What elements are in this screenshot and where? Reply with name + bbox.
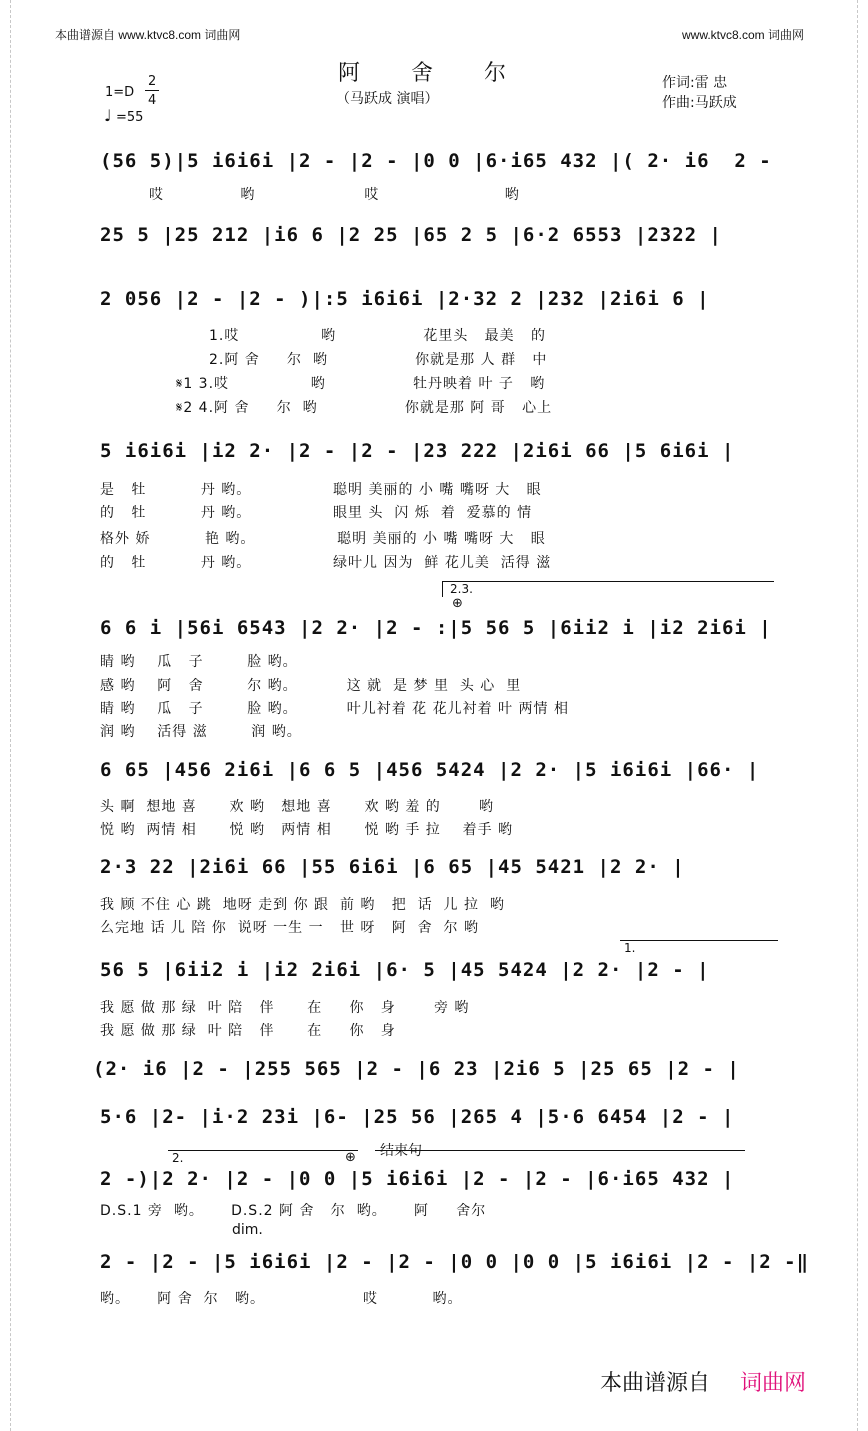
staff-line-9: (2· i6 |2 - |255 565 |2 - |6 23 |2i6 5 |25 65 |2 - | — [93, 1058, 740, 1080]
lyric-4-4: 的 牡 丹 哟。 绿叶儿 因为 鲜 花儿美 活得 滋 — [100, 555, 552, 571]
lyric-7-1: 我 顾 不住 心 跳 地呀 走到 你 跟 前 哟 把 话 儿 拉 哟 — [100, 897, 505, 913]
staff-line-7: 2·3 22 |2i6i 66 |55 6i6i |6 65 |45 5421 |2 2· | — [100, 856, 685, 878]
volta-23: 2.3. — [450, 582, 473, 596]
staff-line-12: 2 - |2 - |5 i6i6i |2 - |2 - |0 0 |0 0 |5 i6i6i |2 - |2 -‖ — [100, 1251, 810, 1273]
performer: （马跃成 演唱） — [336, 91, 439, 107]
staff-line-1: (56 5)|5 i6i6i |2 - |2 - |0 0 |6·i65 432 |( 2· i6 2 - — [100, 150, 772, 172]
lyric-5-4: 润 哟 活得 滋 润 哟。 — [100, 724, 302, 740]
lyric-6-1: 头 啊 想地 喜 欢 哟 想地 喜 欢 哟 羞 的 哟 — [100, 799, 494, 815]
composer: 作曲:马跃成 — [662, 95, 737, 111]
coda-icon-2: ⊕ — [345, 1150, 356, 1165]
lyric-3-4: 𝄋2 4.阿 舍 尔 哟 你就是那 阿 哥 心上 — [100, 400, 553, 416]
volta-bracket-23-edge — [442, 581, 443, 597]
dim-mark: dim. — [232, 1222, 263, 1238]
volta-2: 2. — [172, 1151, 184, 1165]
tempo: =55 — [116, 110, 144, 125]
source-right: www.ktvc8.com 词曲网 — [682, 28, 805, 42]
lyric-5-3: 睛 哟 瓜 子 脸 哟。 叶儿衬着 花 花儿衬着 叶 两情 相 — [100, 701, 569, 717]
time-denominator: 4 — [148, 93, 157, 108]
lyric-4-1: 是 牡 丹 哟。 聪明 美丽的 小 嘴 嘴呀 大 眼 — [100, 482, 542, 498]
quarter-note-icon: ♩ — [104, 106, 112, 125]
song-title: 阿 舍 尔 — [338, 61, 528, 86]
source-left: 本曲谱源自 www.ktvc8.com 词曲网 — [55, 28, 241, 42]
lyric-8-1: 我 愿 做 那 绿 叶 陪 伴 在 你 身 旁 哟 — [100, 1000, 470, 1016]
right-border — [857, 0, 868, 1431]
volta-bracket-1 — [620, 940, 778, 941]
footer-prefix: 本曲谱源自 — [600, 1371, 711, 1396]
staff-line-10: 5·6 |2- |i·2 23i |6- |25 56 |265 4 |5·6 6454 |2 - | — [100, 1106, 735, 1128]
lyric-6-2: 悦 哟 两情 相 悦 哟 两情 相 悦 哟 手 拉 着手 哟 — [100, 822, 514, 838]
staff-line-5: 6 6 i |56i 6543 |2 2· |2 - :|5 56 5 |6ii2 i |i2 2i6i | — [100, 617, 772, 639]
staff-line-11: 2 -)|2 2· |2 - |0 0 |5 i6i6i |2 - |2 - |6·i65 432 | — [100, 1168, 735, 1190]
lyric-11-1: D.S.1 旁 哟。 D.S.2 阿 舍 尔 哟。 阿 舍尔 — [100, 1203, 487, 1219]
time-numerator: 2 — [148, 74, 157, 89]
lyric-3-1: 1.哎 哟 花里头 最美 的 — [100, 328, 547, 344]
lyric-8-2: 我 愿 做 那 绿 叶 陪 伴 在 你 身 — [100, 1023, 396, 1039]
key-signature: 1=D — [105, 85, 135, 100]
volta-1: 1. — [624, 941, 636, 955]
lyric-3-3: 𝄋1 3.哎 哟 牡丹映着 叶 子 哟 — [100, 376, 546, 392]
staff-line-8: 56 5 |6ii2 i |i2 2i6i |6· 5 |45 5424 |2 2· |2 - | — [100, 959, 710, 981]
staff-line-3: 2 056 |2 - |2 - )|:5 i6i6i |2·32 2 |232 |2i6i 6 | — [100, 288, 710, 310]
lyric-1-1: 哎 哟 哎 哟 — [100, 187, 520, 203]
staff-line-2: 25 5 |25 212 |i6 6 |2 25 |65 2 5 |6·2 6553 |2322 | — [100, 224, 722, 246]
lyric-5-2: 感 哟 阿 舍 尔 哟。 这 就 是 梦 里 头 心 里 — [100, 678, 522, 694]
ending-bracket — [375, 1150, 745, 1151]
volta-bracket-23 — [442, 581, 774, 582]
lyric-4-2: 的 牡 丹 哟。 眼里 头 闪 烁 着 爱慕的 情 — [100, 505, 533, 521]
coda-icon: ⊕ — [452, 596, 463, 611]
lyricist: 作词:雷 忠 — [662, 75, 728, 91]
staff-line-4: 5 i6i6i |i2 2· |2 - |2 - |23 222 |2i6i 66 |5 6i6i | — [100, 440, 735, 462]
volta-bracket-2 — [168, 1150, 358, 1151]
lyric-12-1: 哟。 阿 舍 尔 哟。 哎 哟。 — [100, 1291, 463, 1307]
lyric-4-3: 格外 娇 艳 哟。 聪明 美丽的 小 嘴 嘴呀 大 眼 — [100, 531, 546, 547]
coda-label: 结束句 — [380, 1143, 422, 1159]
lyric-5-1: 睛 哟 瓜 子 脸 哟。 — [100, 654, 298, 670]
staff-line-6: 6 65 |456 2i6i |6 6 5 |456 5424 |2 2· |5 i6i6i |66· | — [100, 759, 760, 781]
lyric-3-2: 2.阿 舍 尔 哟 你就是那 人 群 中 — [100, 352, 548, 368]
left-border — [0, 0, 11, 1431]
time-divider — [145, 90, 159, 91]
lyric-7-2: 么完地 话 儿 陪 你 说呀 一生 一 世 呀 阿 舍 尔 哟 — [100, 920, 480, 936]
footer-site: 词曲网 — [740, 1371, 807, 1396]
